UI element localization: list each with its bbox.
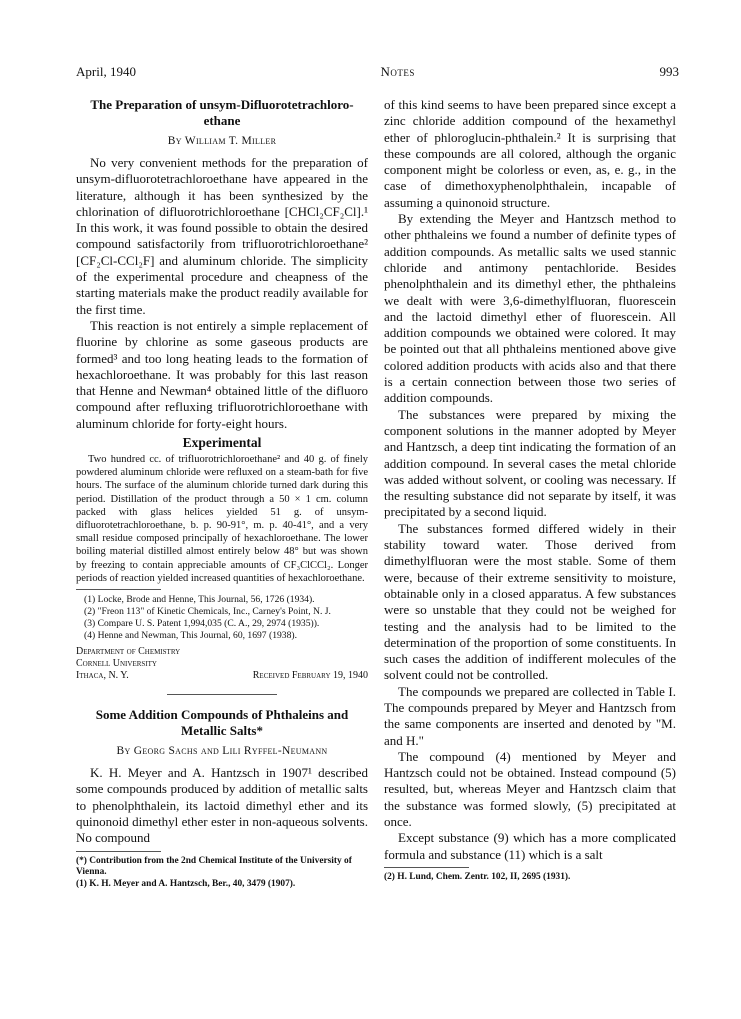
right-column: [384, 97, 676, 883]
article1-title-line2: ethane: [203, 113, 241, 128]
footnote: (2) "Freon 113" of Kinetic Chemicals, Inc., Carney's Point, N. J.: [84, 606, 331, 618]
article-divider: [167, 694, 277, 695]
footnote-divider: [76, 589, 161, 590]
footnote: (1) Locke, Brode and Henne, This Journal, 56, 1726 (1934).: [84, 594, 315, 606]
article2-paragraph: Except substance (9) which has a more complicated formula and substance (11) which is a salt: [384, 830, 676, 862]
affiliation-city: Ithaca, N. Y.: [76, 670, 129, 682]
affiliation-university: Cornell University: [76, 658, 157, 670]
footnote-star: (*) Contribution from the 2nd Chemical Institute of the University of Vienna.: [76, 855, 352, 878]
section-name: Notes: [380, 64, 415, 79]
article2-paragraph: of this kind seems to have been prepared since except a zinc chloride addition compound of the hexamethyl ether of phloroglucin-phthalein.² It is surprising that these compounds are all colored, although the organic component might be colorless or even, as, e. g., in the case of dimethoxyphenolphthalein, incapable of assuming a quinonoid structure.: [384, 97, 676, 210]
article2-paragraph: The compounds we prepared are collected in Table I. The compounds prepared by Meyer and Hantzsch from the same components are inserted and denoted by "M. and H.": [384, 683, 676, 748]
experimental-heading: Experimental: [182, 435, 262, 451]
left-column: [76, 97, 368, 890]
article2-paragraph: The compound (4) mentioned by Meyer and Hantzsch could not be obtained. Instead compound (5) resulted, but, whereas Meyer and Hantzsch claim that the substance was formed slowly, (5) precipitated at once.: [384, 748, 676, 830]
article2-title-line2: Metallic Salts*: [181, 723, 263, 739]
article1-title: [76, 97, 368, 129]
footnote: (4) Henne and Newman, This Journal, 60, 1697 (1938).: [84, 630, 297, 642]
article1-paragraph: This reaction is not entirely a simple replacement of fluorine by chlorine as some gaseous products are formed³ and too long heating leads to the formation of hexachloroethane. It was probably for this last reason that Henne and Newman⁴ obtained little of the difluoro compound after refluxing trifluorotrichloroethane with aluminum chloride for forty-eight hours.: [76, 317, 368, 431]
received-date: Received February 19, 1940: [252, 670, 368, 682]
footnote: (2) H. Lund, Chem. Zentr. 102, II, 2695 (1931).: [384, 871, 571, 882]
article2-title-line1: Some Addition Compounds of Phthaleins and: [95, 707, 349, 723]
running-head: [76, 64, 679, 80]
affiliation: [76, 646, 368, 682]
affiliation-department: Department of Chemistry: [76, 646, 181, 658]
article2-byline: By Georg Sachs and Lili Ryffel-Neumann: [116, 745, 328, 758]
affiliation-row: [76, 670, 368, 682]
article1-title-line1: The Preparation of unsym-Difluorotetrachloro-: [90, 97, 354, 112]
footnote-divider: [76, 851, 161, 852]
article1-paragraph: No very convenient methods for the preparation of unsym-difluorotetrachloroethane have appeared in the literature, although it has been synthesized by the chlorination of difluorotrichloroethane [CHCl₂CF₂Cl].¹ In this work, it was found possible to obtain the desired compound satisfactorily from trifluorotrichloroethane² [CF₂Cl-CCl₂F] and aluminum chloride. The simplicity of the experimental procedure and cheapness of the starting materials make the product readily available for the first time.: [76, 155, 368, 317]
article2-paragraph: The substances formed differed widely in their stability toward water. Those derived from dimethylfluoran were the most stable. Some of them were, because of their extreme sensitivity to moisture, obtainable only in a closed apparatus. A few substances were so unstable that they could not be weighed for testing and the analysis had to be limited to the determination of the proportion of some constituents. In such cases the addition of indifferent molecules of the solvent could not be controlled.: [384, 520, 676, 683]
experimental-text: Two hundred cc. of trifluorotrichloroethane² and 40 g. of finely powdered aluminum chloride were refluxed on a steam-bath for five hours. The surface of the aluminum chloride turned dark during this period. Distillation of the product through a 50 × 1 cm. column packed with glass helices yielded 51 g. of unsym-difluorotetrachloroethane, b. p. 90-91°, m. p. 40-41°, and a very small residue composed principally of hexachloroethane. The lower boiling material distilled almost entirely below 48° but was shown by freezing to contain appreciable amounts of CF₃ClCCl₂. Longer periods of reaction yielded increased quantities of hexachloroethane.: [76, 454, 368, 584]
issue-date: April, 1940: [76, 64, 136, 79]
article2-paragraph: The substances were prepared by mixing the component solutions in the manner adopted by Meyer and Hantzsch, a deep tint indicating the formation of an addition compound. In several cases the metal chloride was added without solvent, or cooling was necessary. If the resulting substance did not separate by itself, it was precipitated by a second liquid.: [384, 406, 676, 520]
article2-paragraph: K. H. Meyer and A. Hantzsch in 1907¹ described some compounds produced by addition of metallic salts to phenolphthalein, its lactoid dimethyl ether and its quinonoid dimethyl ether ester in non-aqueous solvents. No compound: [76, 765, 368, 846]
page-number: 993: [659, 64, 679, 79]
footnote: (3) Compare U. S. Patent 1,994,035 (C. A., 29, 2974 (1935)).: [84, 618, 320, 630]
article1-footnotes: [76, 594, 368, 642]
footnote-divider: [384, 867, 469, 868]
article2-title: [76, 707, 368, 739]
article2-paragraph: By extending the Meyer and Hantzsch method to other phthaleins we found a number of definite types of addition compounds. As metallic salts we used stannic chloride and antimony pentachloride. Besides phenolphthalein and its dimethyl ether, the phthaleins we dealt with were 3,6-dimethylfluoran, fluorescein and the lactoid dimethyl ether of fluorescein. All addition compounds we obtained were colored. It may be pointed out that all phthaleins mentioned above give colored addition products with acids also and that there is a certain connection between those two series of addition compounds.: [384, 211, 676, 406]
footnote: (1) K. H. Meyer and A. Hantzsch, Ber., 40, 3479 (1907).: [76, 878, 296, 889]
article1-byline: By William T. Miller: [167, 135, 277, 147]
